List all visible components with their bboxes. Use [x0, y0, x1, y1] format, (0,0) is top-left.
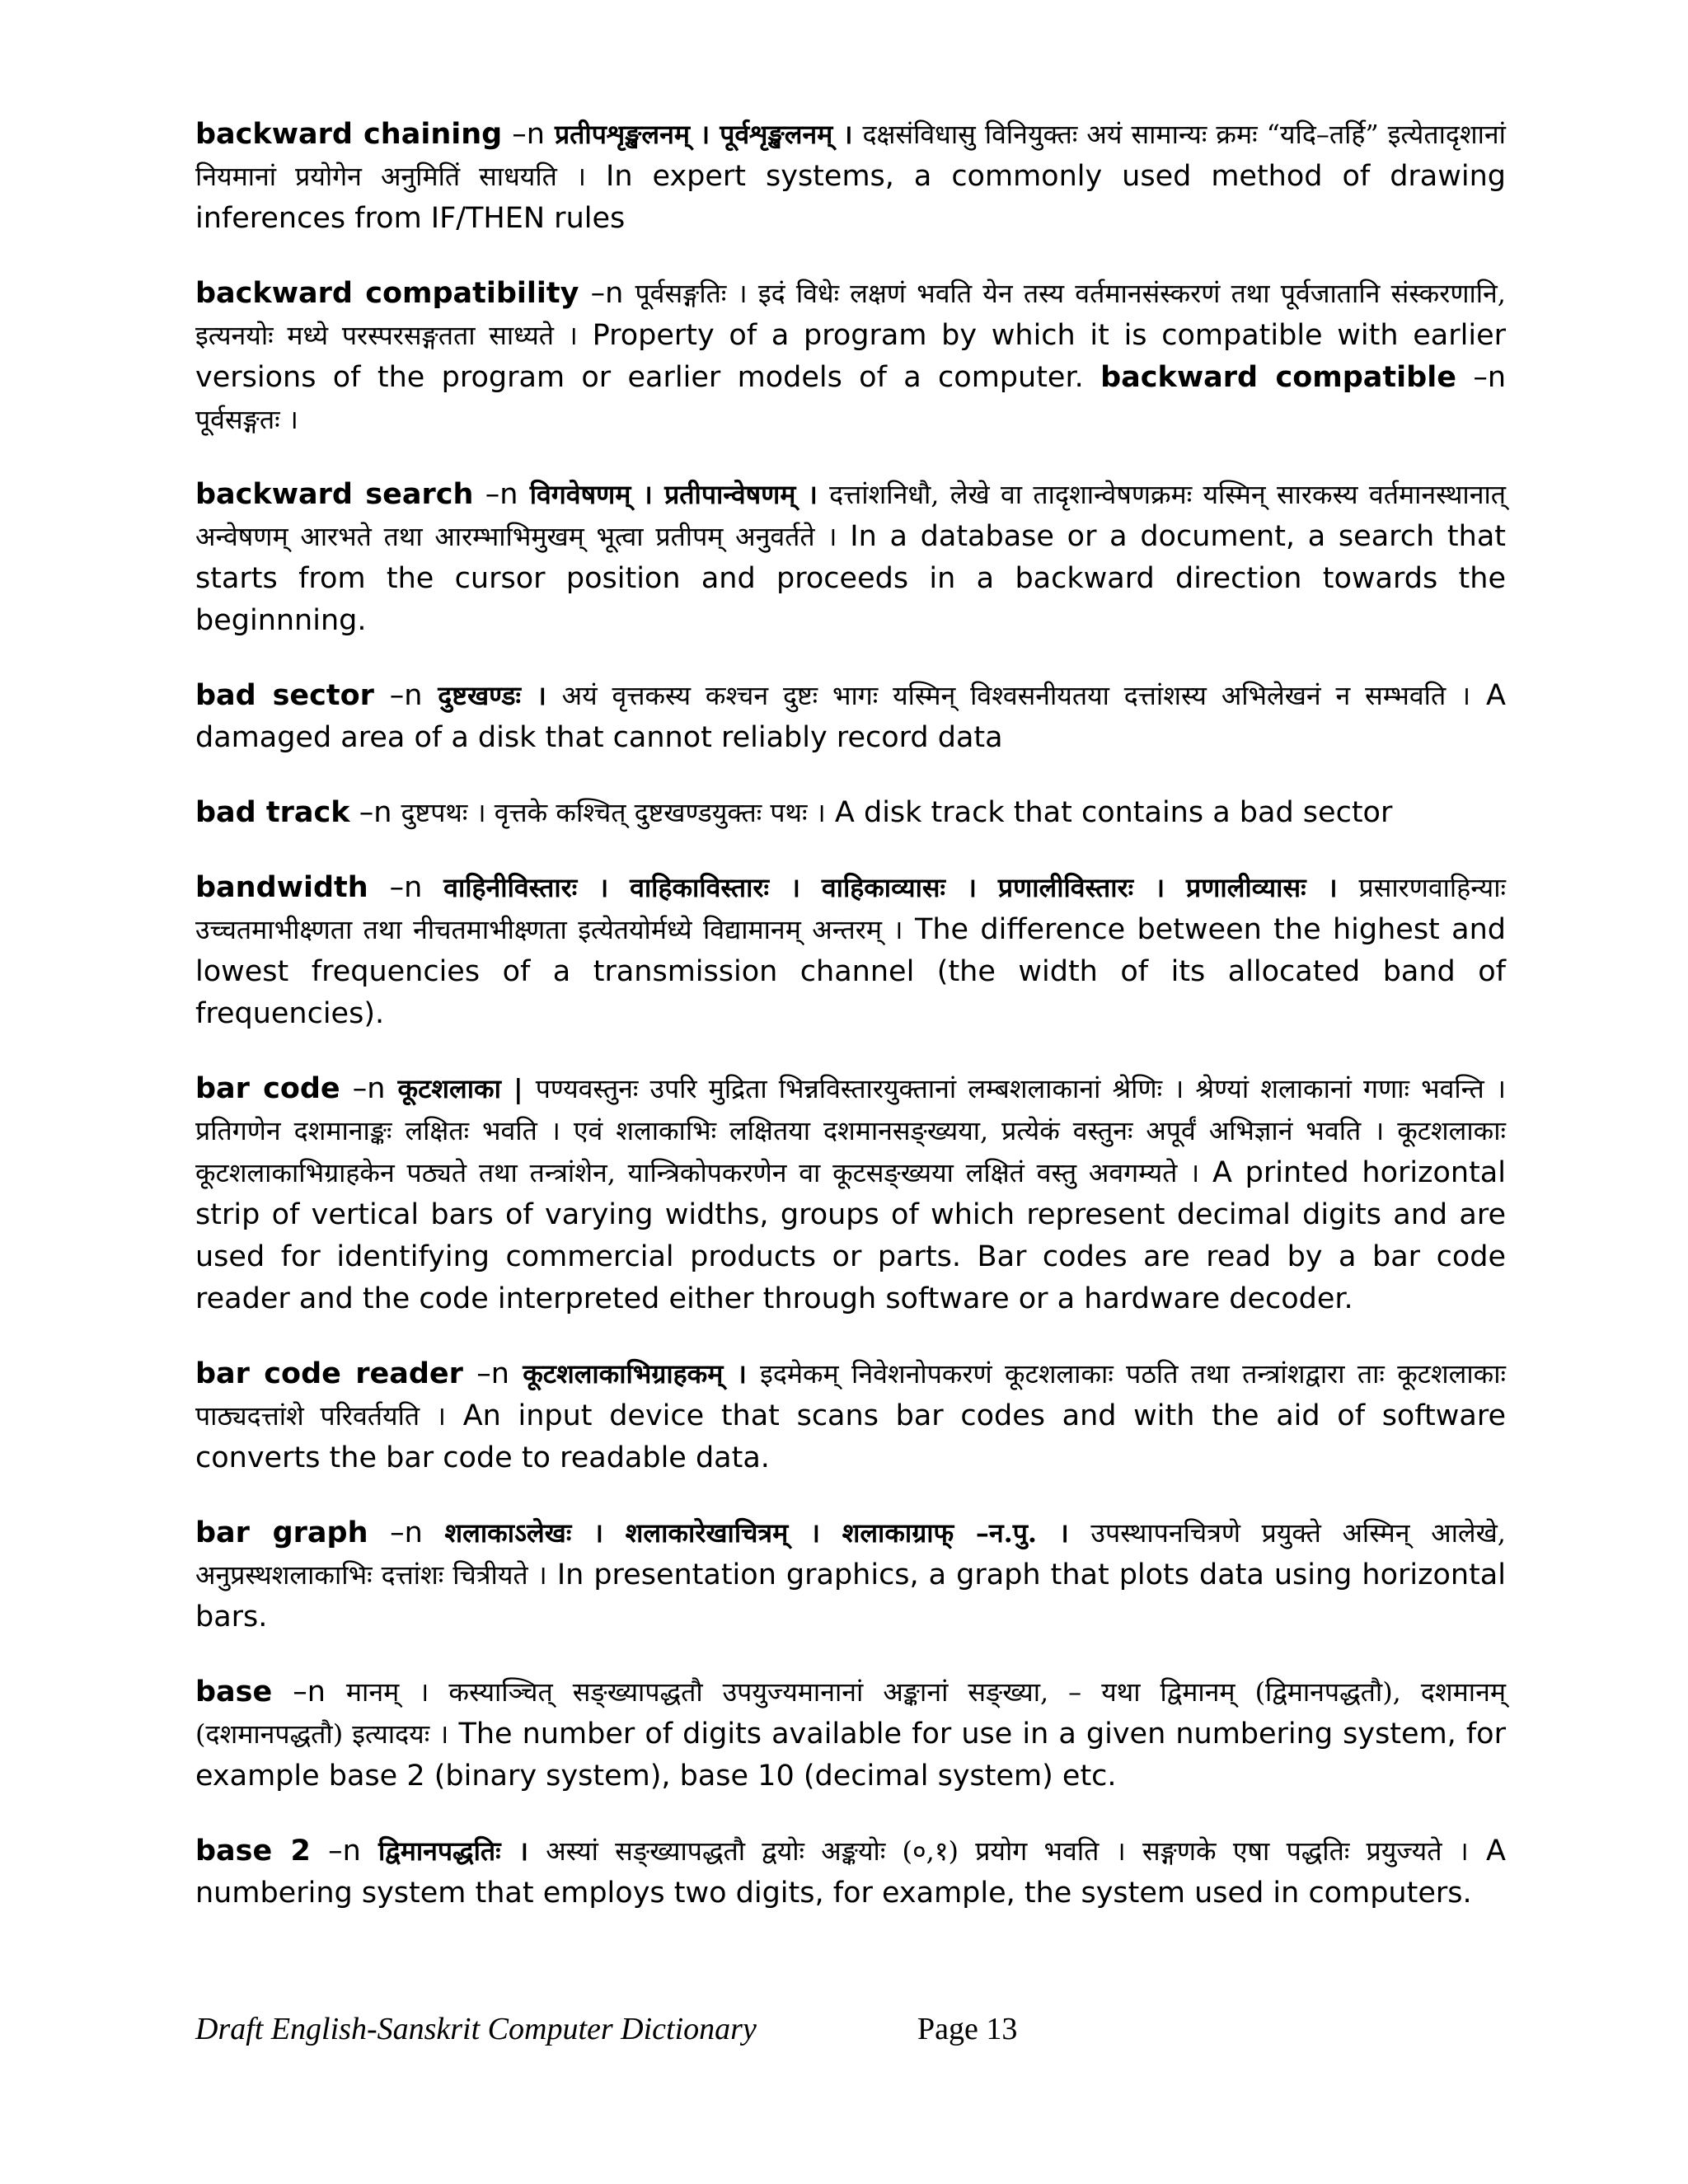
english-definition: Property of a program by which it is compatible with earlier versions of the program or earlier models of a computer. [195, 319, 1506, 394]
sanskrit-equivalent: कूटशलाका | [397, 1073, 523, 1104]
part-of-speech: –n [485, 478, 518, 511]
sanskrit-equivalent: वाहिनीविस्तारः । वाहिकाविस्तारः । वाहिकाव्यासः । प्रणालीविस्तारः । प्रणालीव्यासः । [443, 872, 1338, 903]
english-definition: A damaged area of a disk that cannot reliably record data [195, 679, 1506, 754]
entry-bandwidth [195, 867, 1506, 1035]
part-of-speech: –n [390, 1516, 423, 1549]
sanskrit-equivalent: पूर्वसङ्गतः । [195, 404, 298, 435]
entry-base-2 [195, 1830, 1506, 1915]
sanskrit-equivalent: दुष्टखण्डः । [438, 680, 546, 711]
sanskrit-definition: पूर्वसङ्गतिः । इदं विधेः लक्षणं भवति येन तस्य वर्तमानसंस्करणं तथा पूर्वजातानि संस्करणानि, इत्यनयोः मध्ये परस्परसङ्गतता साध्यते । [195, 278, 1506, 351]
part-of-speech: –n [359, 796, 392, 829]
part-of-speech: –n [328, 1835, 361, 1868]
part-of-speech: –n [352, 1072, 386, 1105]
sanskrit-equivalent: द्विमानपद्धतिः । [378, 1835, 528, 1867]
english-definition: A disk track that contains a bad sector [834, 796, 1393, 829]
part-of-speech: –n [512, 118, 545, 151]
sanskrit-equivalent: शलाकाऽलेखः । शलाकारेखाचित्रम् । शलाकाग्राफ् –न.पु. । [444, 1517, 1069, 1549]
page-number: Page 13 [917, 2012, 1018, 2046]
sanskrit-definition: इदमेकम् निवेशनोपकरणं कूटशलाकाः पठति तथा तन्त्रांशद्वारा ताः कूटशलाकाः पाठ्यदत्तांशे परिवर्तयति । [195, 1358, 1506, 1432]
sanskrit-equivalent: विगवेषणम् । प्रतीपान्वेषणम् । [529, 479, 818, 510]
sanskrit-definition: दक्षसंविधासु विनियुक्तः अयं सामान्यः क्रमः “यदि–तर्हि” इत्येतादृशानां नियमानां प्रयोगेन अनुमितिं साधयति । [195, 119, 1506, 192]
part-of-speech: –n [293, 1675, 326, 1708]
english-definition: In presentation graphics, a graph that plots data using horizontal bars. [195, 1558, 1506, 1633]
entry-bad-track [195, 792, 1506, 834]
part-of-speech: –n [389, 679, 423, 712]
dictionary-entries [195, 114, 1506, 1947]
entry-bar-code-reader [195, 1353, 1506, 1479]
sanskrit-definition: दुष्टपथः । वृत्तके कश्चित् दुष्टखण्डयुक्तः पथः । [401, 797, 826, 828]
sanskrit-equivalent: कूटशलाकाभिग्राहकम् । [523, 1358, 747, 1390]
page-footer [195, 2011, 1506, 2052]
entry-term: backward chaining [195, 118, 503, 151]
part-of-speech: –n [1473, 361, 1506, 394]
entry-term: backward compatibility [195, 277, 579, 310]
english-definition: The difference between the highest and lowest frequencies of a transmission channel (the width of its allocated band of frequencies). [195, 913, 1506, 1030]
english-definition: An input device that scans bar codes and with the aid of software converts the bar code to readable data. [195, 1399, 1506, 1474]
entry-subterm: backward compatible [1100, 361, 1456, 394]
part-of-speech: –n [389, 871, 423, 904]
entry-bar-code [195, 1068, 1506, 1320]
sanskrit-definition: पण्यवस्तुनः उपरि मुद्रिता भिन्नविस्तारयुक्तानां लम्बशलाकानां श्रेणिः । श्रेण्यां शलाकानां गणाः भवन्ति । प्रतिगणेन दशमानाङ्कः लक्षितः भवति । एवं शलाकाभिः लक्षितया दशमानसङ्ख्यया, प्रत्येकं वस्तुनः अपूर्वं अभिज्ञानं भवति । कूटशलाकाः कूटशलाकाभिग्राहकेन पठ्यते तथा तन्त्रांशेन, यान्त्रिकोपकरणेन वा कूटसङ्ख्यया लक्षितं वस्तु अवगम्यते । [195, 1073, 1507, 1188]
english-definition: In a database or a document, a search that starts from the cursor position and proceeds in a backward direction towards the beginnning. [195, 520, 1506, 637]
part-of-speech: –n [476, 1357, 509, 1390]
sanskrit-definition: दत्तांशनिधौ, लेखे वा तादृशान्वेषणक्रमः यस्मिन् सारकस्य वर्तमानस्थानात् अन्वेषणम् आरभते तथा आरम्भाभिमुखम् भूत्वा प्रतीपम् अनुवर्तते । [195, 479, 1506, 552]
entry-term: bad track [195, 796, 350, 829]
sanskrit-definition: उपस्थापनचित्रणे प्रयुक्ते अस्मिन् आलेखे, अनुप्रस्थशलाकाभिः दत्तांशः चित्रीयते । [195, 1517, 1506, 1591]
sanskrit-definition: प्रसारणवाहिन्याः उच्चतमाभीक्ष्णता तथा नीचतमाभीक्ष्णता इत्येतयोर्मध्ये विद्यामानम् अन्तरम् । [195, 872, 1506, 945]
footer-title: Draft English-Sanskrit Computer Dictionary [195, 2012, 757, 2046]
entry-base [195, 1671, 1506, 1797]
part-of-speech: –n [590, 277, 624, 310]
entry-backward-chaining [195, 114, 1506, 240]
entry-term: bar code [195, 1072, 340, 1105]
sanskrit-definition: मानम् । कस्याञ्चित् सङ्ख्यापद्धतौ उपयुज्यमानानां अङ्कानां सङ्ख्या, – यथा द्विमानम् (द्विमानपद्धतौ), दशमानम् (दशमानपद्धतौ) इत्यादयः । [195, 1676, 1506, 1750]
entry-backward-compatibility [195, 273, 1506, 441]
entry-term: bar code reader [195, 1357, 463, 1390]
sanskrit-definition: अस्यां सङ्ख्यापद्धतौ द्वयोः अङ्कयोः (०,१) प्रयोग भवति । सङ्गणके एषा पद्धतिः प्रयुज्यते । [546, 1835, 1469, 1867]
entry-term: bad sector [195, 679, 374, 712]
entry-term: bandwidth [195, 871, 368, 904]
english-definition: A numbering system that employs two digits, for example, the system used in computers. [195, 1835, 1506, 1910]
sanskrit-definition: अयं वृत्तकस्य कश्चन दुष्टः भागः यस्मिन् विश्वसनीयतया दत्तांशस्य अभिलेखनं न सम्भवति । [561, 680, 1471, 711]
english-definition: A printed horizontal strip of vertical bars of varying widths, groups of which represent decimal digits and are used for identifying commercial products or parts. Bar codes are read by a bar code reader and the code interpreted either through software or a hardware decoder. [195, 1156, 1506, 1315]
entry-term: base [195, 1675, 273, 1708]
entry-term: bar graph [195, 1516, 368, 1549]
entry-bar-graph [195, 1512, 1506, 1638]
english-definition: In expert systems, a commonly used method of drawing inferences from IF/THEN rules [195, 160, 1507, 235]
english-definition: The number of digits available for use in a given numbering system, for example base 2 (binary system), base 10 (decimal system) etc. [195, 1718, 1506, 1793]
entry-bad-sector [195, 675, 1506, 759]
sanskrit-equivalent: प्रतीपशृङ्खलनम् । पूर्वशृङ्खलनम् । [554, 119, 853, 150]
entry-term: base 2 [195, 1835, 311, 1868]
entry-term: backward search [195, 478, 474, 511]
entry-backward-search [195, 474, 1506, 642]
